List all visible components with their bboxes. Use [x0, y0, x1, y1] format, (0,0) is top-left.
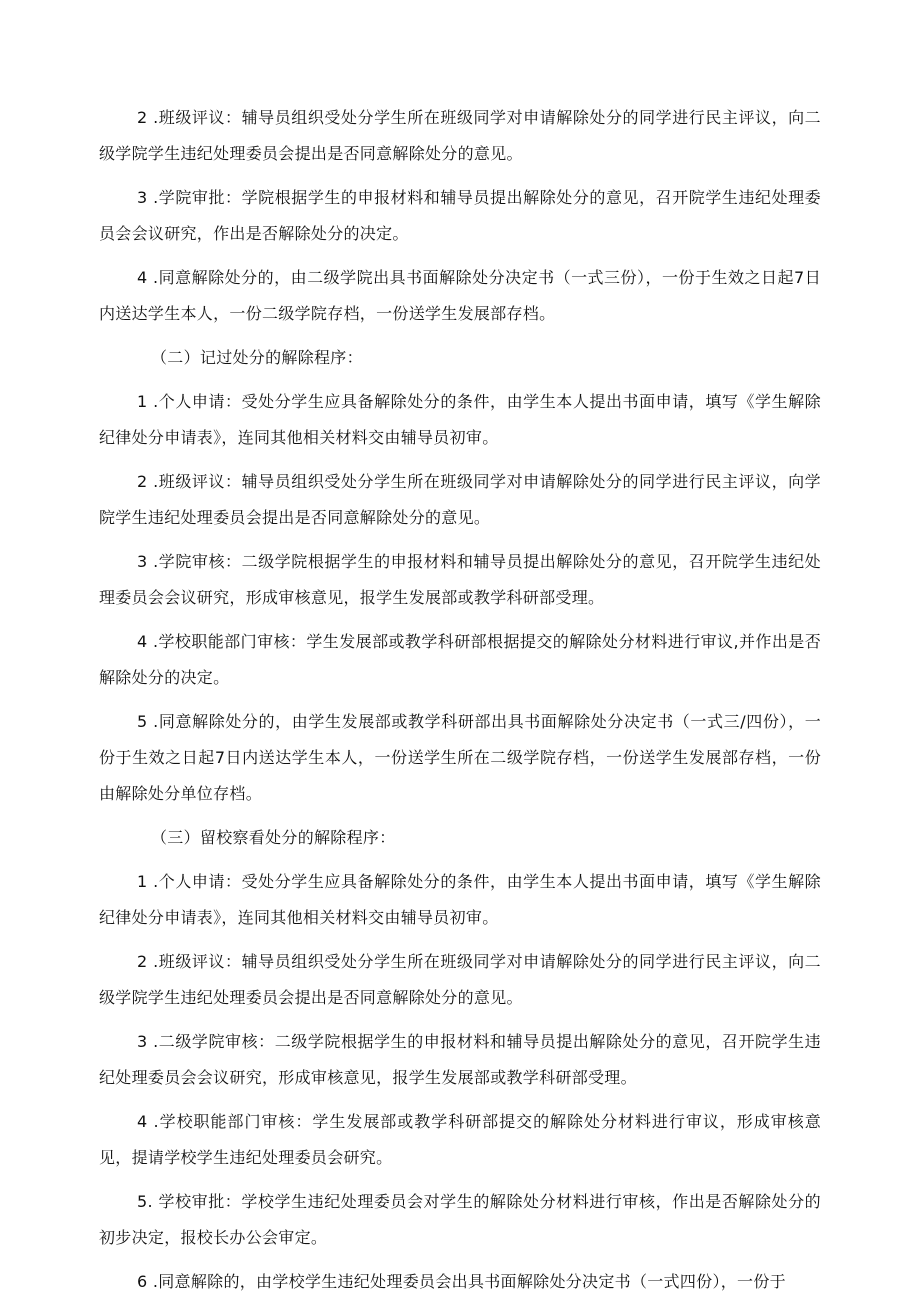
paragraph-personal-application: 1 .个人申请：受处分学生应具备解除处分的条件，由学生本人提出书面申请，填写《学生解除纪律处分申请表》，连同其他相关材料交由辅导员初审。: [99, 872, 821, 927]
paragraph-class-review: 2 .班级评议：辅导员组织受处分学生所在班级同学对申请解除处分的同学进行民主评议，向二级学院学生违纪处理委员会提出是否同意解除处分的意见。: [99, 952, 821, 1007]
paragraph-class-review: 2 .班级评议：辅导员组织受处分学生所在班级同学对申请解除处分的同学进行民主评议，向学院学生违纪处理委员会提出是否同意解除处分的意见。: [99, 472, 821, 527]
paragraph-college-approval: 3 .学院审批：学院根据学生的申报材料和辅导员提出解除处分的意见，召开院学生违纪处理委员会会议研究，作出是否解除处分的决定。: [99, 188, 821, 243]
paragraph-department-review: 4 .学校职能部门审核：学生发展部或教学科研部根据提交的解除处分材料进行审议,并作出是否解除处分的决定。: [99, 632, 821, 687]
document-body: [99, 100, 821, 1308]
paragraph-school-approval: 5. 学校审批：学校学生违纪处理委员会对学生的解除处分材料进行审核，作出是否解除处分的初步决定，报校长办公会审定。: [99, 1192, 821, 1247]
paragraph-decision-issuance: 6 .同意解除的，由学校学生违纪处理委员会出具书面解除处分决定书（一式四份），一份于: [137, 1272, 786, 1291]
paragraph-personal-application: 1 .个人申请：受处分学生应具备解除处分的条件，由学生本人提出书面申请，填写《学生解除纪律处分申请表》，连同其他相关材料交由辅导员初审。: [99, 392, 821, 447]
paragraph-decision-issuance: 4 .同意解除处分的，由二级学院出具书面解除处分决定书（一式三份），一份于生效之日起7日内送达学生本人，一份二级学院存档，一份送学生发展部存档。: [99, 268, 821, 323]
section-heading-probation: （三）留校察看处分的解除程序：: [151, 828, 396, 847]
paragraph-decision-issuance: 5 .同意解除处分的，由学生发展部或教学科研部出具书面解除处分决定书（一式三/四份），一份于生效之日起7日内送达学生本人，一份送学生所在二级学院存档，一份送学生发展部存档，一份由解除处分单位存档。: [99, 712, 821, 803]
section-heading-demerit: （二）记过处分的解除程序：: [151, 348, 363, 367]
paragraph-college-review: 3 .二级学院审核：二级学院根据学生的申报材料和辅导员提出解除处分的意见，召开院学生违纪处理委员会会议研究，形成审核意见，报学生发展部或教学科研部受理。: [99, 1032, 821, 1087]
paragraph-college-review: 3 .学院审核：二级学院根据学生的申报材料和辅导员提出解除处分的意见，召开院学生违纪处理委员会会议研究，形成审核意见，报学生发展部或教学科研部受理。: [99, 552, 821, 607]
paragraph-class-review: 2 .班级评议：辅导员组织受处分学生所在班级同学对申请解除处分的同学进行民主评议，向二级学院学生违纪处理委员会提出是否同意解除处分的意见。: [99, 108, 821, 163]
paragraph-department-review: 4 .学校职能部门审核：学生发展部或教学科研部提交的解除处分材料进行审议，形成审核意见，提请学校学生违纪处理委员会研究。: [99, 1112, 821, 1167]
